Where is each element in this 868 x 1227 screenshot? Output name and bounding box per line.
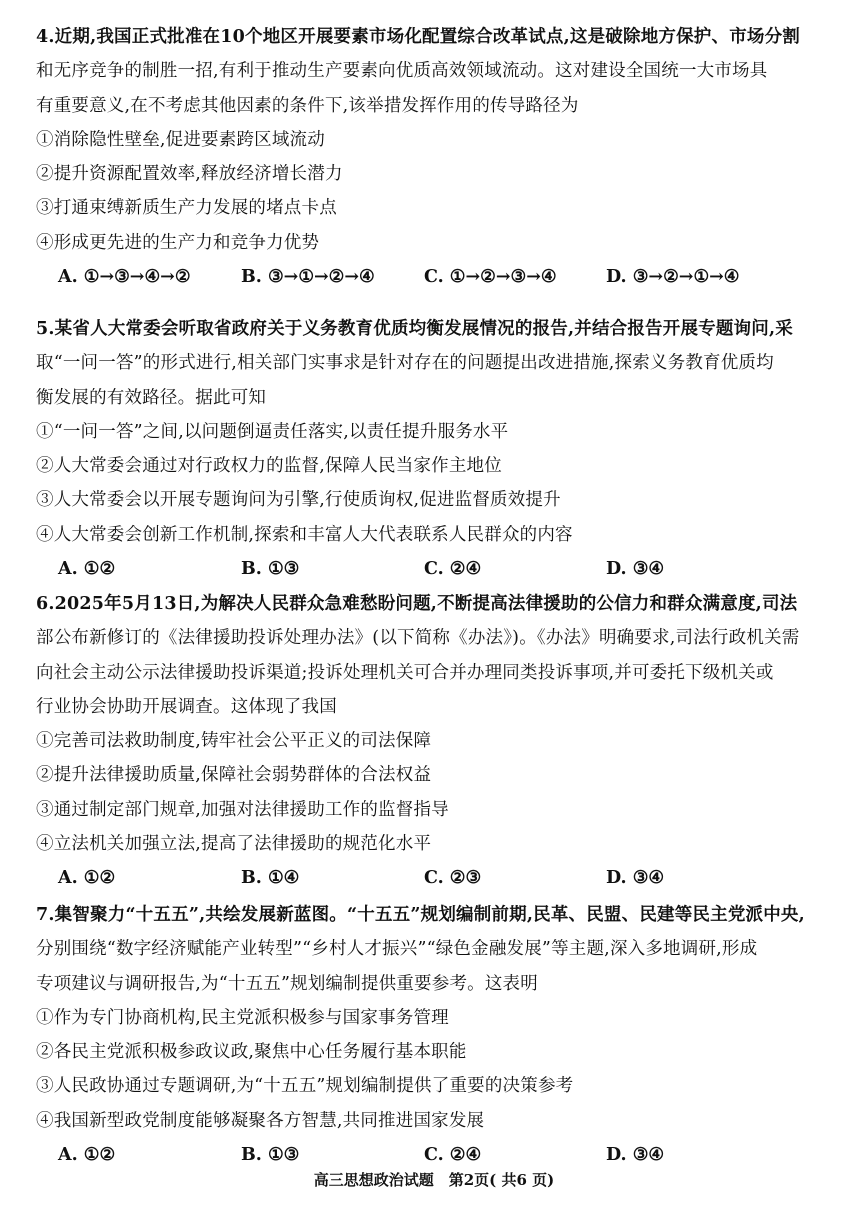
option-c[interactable]: C. ②④	[424, 559, 482, 580]
question-5	[36, 312, 836, 586]
statement-4: ④我国新型政党制度能够凝聚各方智慧,共同推进国家发展	[36, 1110, 485, 1131]
answer-options	[36, 861, 836, 895]
statement-3: ③通过制定部门规章,加强对法律援助工作的监督指导	[36, 799, 449, 820]
option-b[interactable]: B. ①③	[241, 559, 300, 580]
statement-1: ①“一问一答”之间,以问题倒逼责任落实,以责任提升服务水平	[36, 421, 509, 442]
stem-line: 7.集智聚力“十五五”,共绘发展新蓝图。“十五五”规划编制前期,民革、民盟、民建等民主党派中央,	[36, 905, 805, 925]
statement-2: ②提升法律援助质量,保障社会弱势群体的合法权益	[36, 765, 432, 786]
question-7	[36, 898, 836, 1172]
stem-line: 分别围绕“数字经济赋能产业转型”“乡村人才振兴”“绿色金融发展”等主题,深入多地调研,形成	[36, 939, 758, 960]
stem-line: 专项建议与调研报告,为“十五五”规划编制提供重要参考。这表明	[36, 973, 538, 994]
stem-line: 行业协会协助开展调查。这体现了我国	[36, 696, 337, 717]
question-4	[36, 20, 836, 294]
statement-1: ①作为专门协商机构,民主党派积极参与国家事务管理	[36, 1007, 449, 1028]
page-footer: 高三思想政治试题 第2页( 共6 页)	[313, 1171, 555, 1189]
statement-2: ②提升资源配置效率,释放经济增长潜力	[36, 164, 343, 185]
question-stem	[36, 587, 836, 724]
option-d[interactable]: D. ③→②→①→④	[606, 267, 740, 288]
answer-options	[36, 552, 836, 586]
option-b[interactable]: B. ③→①→②→④	[241, 267, 375, 288]
stem-line: 和无序竞争的制胜一招,有利于推动生产要素向优质高效领域流动。这对建设全国统一大市场具	[36, 61, 768, 82]
statement-2: ②人大常委会通过对行政权力的监督,保障人民当家作主地位	[36, 456, 502, 477]
question-stem	[36, 312, 836, 415]
stem-line: 部公布新修订的《法律援助投诉处理办法》(以下简称《办法》)。《办法》明确要求,司法行政机关需	[36, 628, 800, 649]
stem-line: 衡发展的有效路径。据此可知	[36, 387, 267, 408]
option-c[interactable]: C. ①→②→③→④	[424, 267, 557, 288]
option-b[interactable]: B. ①④	[241, 868, 300, 889]
stem-line: 5.某省人大常委会听取省政府关于义务教育优质均衡发展情况的报告,并结合报告开展专题询问,采	[36, 319, 793, 339]
option-d[interactable]: D. ③④	[606, 1145, 665, 1166]
statement-3: ③人大常委会以开展专题询问为引擎,行使质询权,促进监督质效提升	[36, 490, 561, 511]
question-stem	[36, 898, 836, 1001]
statement-2: ②各民主党派积极参政议政,聚焦中心任务履行基本职能	[36, 1042, 467, 1063]
statement-4: ④形成更先进的生产力和竞争力优势	[36, 232, 320, 253]
option-a[interactable]: A. ①→③→④→②	[58, 267, 191, 288]
statement-3: ③人民政协通过专题调研,为“十五五”规划编制提供了重要的决策参考	[36, 1076, 574, 1097]
statement-4: ④人大常委会创新工作机制,探索和丰富人大代表联系人民群众的内容	[36, 524, 573, 545]
option-c[interactable]: C. ②③	[424, 868, 482, 889]
answer-options	[36, 260, 836, 294]
statement-4: ④立法机关加强立法,提高了法律援助的规范化水平	[36, 834, 432, 855]
option-b[interactable]: B. ①③	[241, 1145, 300, 1166]
stem-line: 向社会主动公示法律援助投诉渠道;投诉处理机关可合并办理同类投诉事项,并可委托下级机关或	[36, 662, 774, 683]
option-d[interactable]: D. ③④	[606, 559, 665, 580]
stem-line: 6.2025年5月13日,为解决人民群众急难愁盼问题,不断提高法律援助的公信力和群众满意度,司法	[36, 594, 798, 614]
stem-line: 取“一问一答”的形式进行,相关部门实事求是针对存在的问题提出改进措施,探索义务教育优质均	[36, 353, 774, 374]
question-6	[36, 587, 836, 896]
option-a[interactable]: A. ①②	[58, 868, 116, 889]
option-d[interactable]: D. ③④	[606, 868, 665, 889]
statement-3: ③打通束缚新质生产力发展的堵点卡点	[36, 198, 337, 219]
statement-1: ①消除隐性壁垒,促进要素跨区域流动	[36, 129, 325, 150]
statement-1: ①完善司法救助制度,铸牢社会公平正义的司法保障	[36, 731, 432, 752]
question-stem	[36, 20, 836, 123]
option-a[interactable]: A. ①②	[58, 1145, 116, 1166]
stem-line: 有重要意义,在不考虑其他因素的条件下,该举措发挥作用的传导路径为	[36, 95, 579, 116]
option-a[interactable]: A. ①②	[58, 559, 116, 580]
option-c[interactable]: C. ②④	[424, 1145, 482, 1166]
stem-line: 4.近期,我国正式批准在10个地区开展要素市场化配置综合改革试点,这是破除地方保护、市场分割	[36, 27, 801, 47]
